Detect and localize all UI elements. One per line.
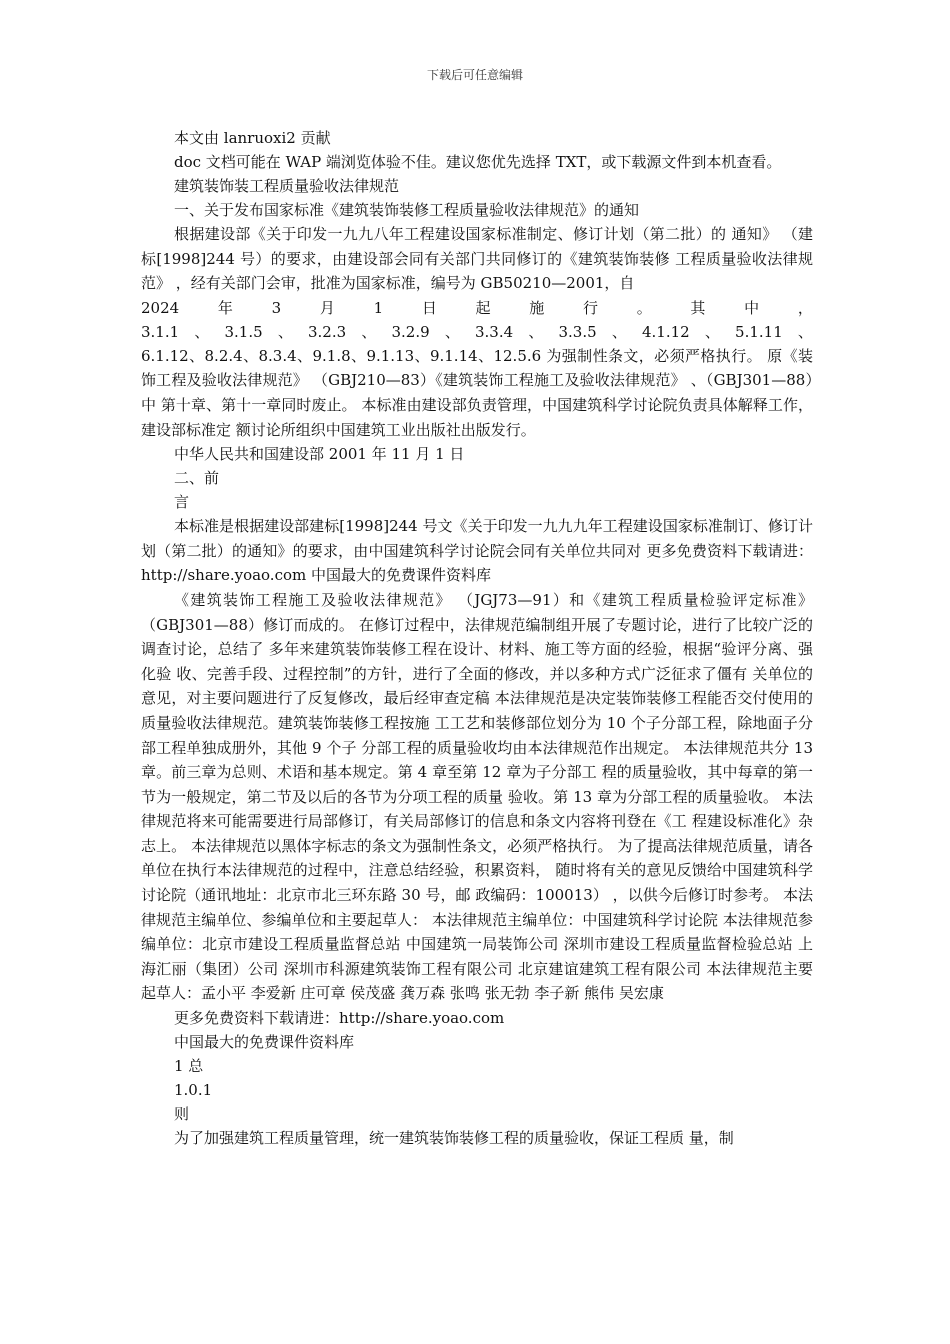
document-body xyxy=(141,126,813,1150)
courseware-line: 中国最大的免费课件资料库 xyxy=(174,1033,355,1052)
chapter1-heading-b: 则 xyxy=(174,1105,190,1124)
spread-token: 4.1.12 xyxy=(642,322,690,341)
spread-token: 其 xyxy=(690,298,706,317)
wap-note: doc 文档可能在 WAP 端浏览体验不佳。建议您优先选择 TXT，或下载源文件到本机查看。 xyxy=(174,153,782,171)
spread-token: 3.2.3 xyxy=(308,322,347,341)
section2-heading-a: 二、前 xyxy=(174,469,220,488)
spread-token: 3.3.4 xyxy=(475,322,514,341)
section2-heading-b: 言 xyxy=(174,493,190,512)
spread-token: 、 xyxy=(797,322,813,341)
spread-token: 日 xyxy=(421,298,437,317)
spread-token: 。 xyxy=(636,298,652,317)
preface-paragraph-1: 本标准是根据建设部建标[1998]244 号文《关于印发一九九九年工程建设国家标准制订、修订计划（第二批）的通知》的要求，由中国建筑科学讨论院会同有关单位共同对 更多免费资料下载请进：http://share.yoao.com 中国最大的免费课件资料库 xyxy=(141,517,813,585)
clause-text: 为了加强建筑工程质量管理，统一建筑装饰装修工程的质量验收，保证工程质 量，制 xyxy=(174,1129,734,1148)
spread-token: 年 xyxy=(217,298,233,317)
spread-token: 、 xyxy=(704,322,720,341)
clause-number: 1.0.1 xyxy=(174,1081,213,1100)
spread-token: 3.3.5 xyxy=(558,322,597,341)
page-header-note: 下载后可任意编辑 xyxy=(426,68,523,82)
spread-token: 3.1.1 xyxy=(141,322,180,341)
spread-token: 施 xyxy=(529,298,545,317)
spread-token: 3.1.5 xyxy=(224,322,263,341)
spread-token: 、 xyxy=(194,322,210,341)
notice-date-spread xyxy=(141,296,813,320)
preface-paragraph-2: 《建筑装饰工程施工及验收法律规范》 （JGJ73—91）和《建筑工程质量检验评定标准》 （GBJ301—88）修订而成的。 在修订过程中，法律规范编制组开展了专题讨论，进行了比较广泛的调查讨论，总结了 多年来建筑装饰装修工程在设计、材料、施工等方面的经验，根据“验评分离、强化验 收、完善手段、过程控制”的方针，进行了全面的修改，并以多种方式广泛征求了僵有 关单位的意见，对主要问题进行了反复修改，最后经审查定稿 本法律规范是决定装饰装修工程能否交付使用的质量验收法律规范。建筑装饰装修工程按施 工工艺和装修部位划分为 10 个子分部工程，除地面子分部工程单独成册外，其他 9 个子 分部工程的质量验收均由本法律规范作出规定。 本法律规范共分 13 章。前三章为总则、术语和基本规定。第 4 章至第 12 章为子分部工 程的质量验收，其中每章的第一节为一般规定，第二节及以后的各节为分项工程的质量 验收。第 13 章为分部工程的质量验收。 本法律规范将来可能需要进行局部修订，有关局部修订的信息和条文内容将刊登在《工 程建设标准化》杂志上。 本法律规范以黑体字标志的条文为强制性条文，必须严格执行。 为了提高法律规范质量，请各单位在执行本法律规范的过程中，注意总结经验，积累资料， 随时将有关的意见反馈给中国建筑科学讨论院（通讯地址：北京市北三环东路 30 号，邮 政编码：100013） ，以供今后修订时参考。 本法律规范主编单位、参编单位和主要起草人： 本法律规范主编单位：中国建筑科学讨论院 本法律规范参编单位：北京市建设工程质量监督总站 中国建筑一局装饰公司 深圳市建设工程质量监督检验总站 上海汇丽（集团）公司 深圳市科源建筑装饰工程有限公司 北京建谊建筑工程有限公司 本法律规范主要起草人：孟小平 李爱新 庄可章 侯茂盛 龚万森 张鸣 张无勃 李子新 熊伟 吴宏康 xyxy=(141,590,813,1003)
chapter1-heading-a: 1 总 xyxy=(174,1057,204,1076)
spread-token: 、 xyxy=(528,322,544,341)
spread-token: ， xyxy=(797,298,813,317)
spread-token: 起 xyxy=(475,298,491,317)
spread-token: 、 xyxy=(361,322,377,341)
document-title: 建筑装饰装工程质量验收法律规范 xyxy=(174,177,400,195)
spread-token: 、 xyxy=(611,322,627,341)
clause-number-spread xyxy=(141,320,813,344)
spread-token: 3 xyxy=(271,298,282,317)
spread-token: 行 xyxy=(582,298,598,317)
spread-token: 中 xyxy=(744,298,760,317)
spread-token: 、 xyxy=(444,322,460,341)
notice-paragraph-part2: 6.1.12、8.2.4、8.3.4、9.1.8、9.1.13、9.1.14、12.5.6 为强制性条文，必须严格执行。 原《装 饰工程及验收法律规范》 （GBJ210—83）《建筑装饰工程施工及验收法律规范》 、（GBJ301—88）中 第十章、第十一章同时废止。 本标准由建设部负责管理，中国建筑科学讨论院负责具体解释工作，建设部标准定 额讨论所组织中国建筑工业出版社出版发行。 xyxy=(141,346,813,439)
contributor-line: 本文由 lanruoxi2 贡献 xyxy=(174,129,331,147)
spread-token: 5.1.11 xyxy=(735,322,783,341)
notice-paragraph-part1: 根据建设部《关于印发一九九八年工程建设国家标准制定、修订计划（第二批）的 通知》 （建标[1998]244 号）的要求，由建设部会同有关部门共同修订的《建筑装饰装修 工程质量验收法律规范》 ，经有关部门会审，批准为国家标准，编号为 GB50210—2001，自 xyxy=(141,225,813,293)
spread-token: 2024 xyxy=(141,298,180,317)
spread-token: 1 xyxy=(373,298,384,317)
spread-token: 月 xyxy=(319,298,335,317)
spread-token: 、 xyxy=(277,322,293,341)
section1-heading: 一、关于发布国家标准《建筑装饰装修工程质量验收法律规范》的通知 xyxy=(174,201,640,219)
spread-token: 3.2.9 xyxy=(391,322,430,341)
more-free-line: 更多免费资料下载请进：http://share.yoao.com xyxy=(174,1009,505,1028)
ministry-date: 中华人民共和国建设部 2001 年 11 月 1 日 xyxy=(174,445,465,464)
